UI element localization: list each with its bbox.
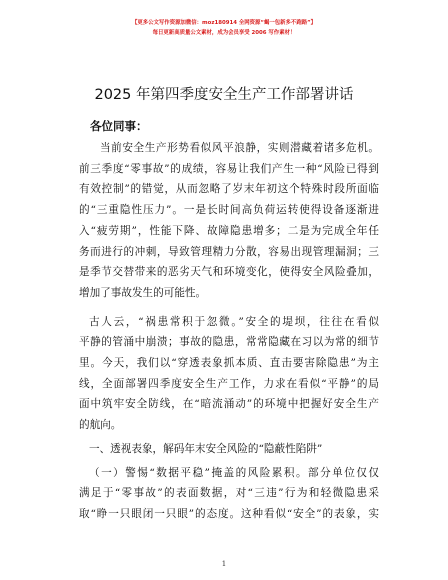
document-body	[79, 138, 379, 525]
paragraph-1	[79, 138, 379, 304]
text-line: 里。今天，我们以“穿透表象抓本质、直击要害除隐患”为主	[79, 357, 379, 370]
paragraph-3	[79, 463, 379, 525]
paragraph-2	[79, 312, 379, 436]
text-line: 满足于“零事故”的表面数据，对“三违”行为和轻微隐患采	[79, 487, 379, 500]
page-number: 1	[221, 560, 227, 568]
promo-banner-line-1: 【更多公文写作资源加微信：moz180914 全网资源“蝎一包新多不跑路”】	[131, 20, 317, 26]
text-line: 的“三重隐性压力”。一是长时间高负荷运转使得设备逐渐进	[79, 204, 379, 217]
text-line: 有效控制”的错觉，从而忽略了岁末年初这个特殊时段所面临	[79, 183, 379, 196]
text-line: 线，全面部署四季度安全生产工作，力求在看似“平静”的局	[79, 377, 379, 390]
greeting: 各位同事：	[90, 119, 148, 133]
text-line: 古人云，“祸患常积于忽微。”安全的堤坝，往往在看似	[89, 315, 379, 328]
promo-banner-line-2: 每日更新高质量公文素材，成为会员享受 2006 写作素材！	[152, 29, 296, 36]
text-line: 务而进行的冲刺，导致管理精力分散，容易出现管理漏洞；三	[79, 245, 379, 258]
text-line: 增加了事故发生的可能性。	[79, 286, 207, 299]
text-line: 平静的管涌中崩溃；事故的隐患，常常隐藏在习以为常的细节	[79, 336, 379, 349]
text-line: 面中筑牢安全防线，在“暗流涌动”的环境中把握好安全生产	[79, 398, 379, 411]
text-line: 当前安全生产形势看似风平浪静，实则潜藏着诸多危机。	[100, 142, 379, 154]
promo-banner	[0, 19, 448, 38]
document-title: 2025 年第四季度安全生产工作部署讲话	[94, 87, 354, 103]
text-line: （一）警惕“数据平稳”掩盖的风险累积。部分单位仅仅	[89, 466, 379, 479]
text-line: 前三季度“零事故”的成绩，容易让我们产生一种“风险已得到	[79, 162, 379, 175]
section-heading-1: 一、透视表象，解码年末安全风险的“隐蔽性陷阱”	[89, 442, 323, 455]
text-line: 取“睁一只眼闭一只眼”的态度。这种看似“安全”的表象，实	[79, 507, 379, 520]
text-line: 的航向。	[79, 419, 122, 432]
text-line: 入“疲劳期”，性能下降、故障隐患增多；二是为完成全年任	[79, 224, 379, 237]
text-line: 是季节交替带来的恶劣天气和环境变化，使得安全风险叠加，	[79, 266, 379, 279]
